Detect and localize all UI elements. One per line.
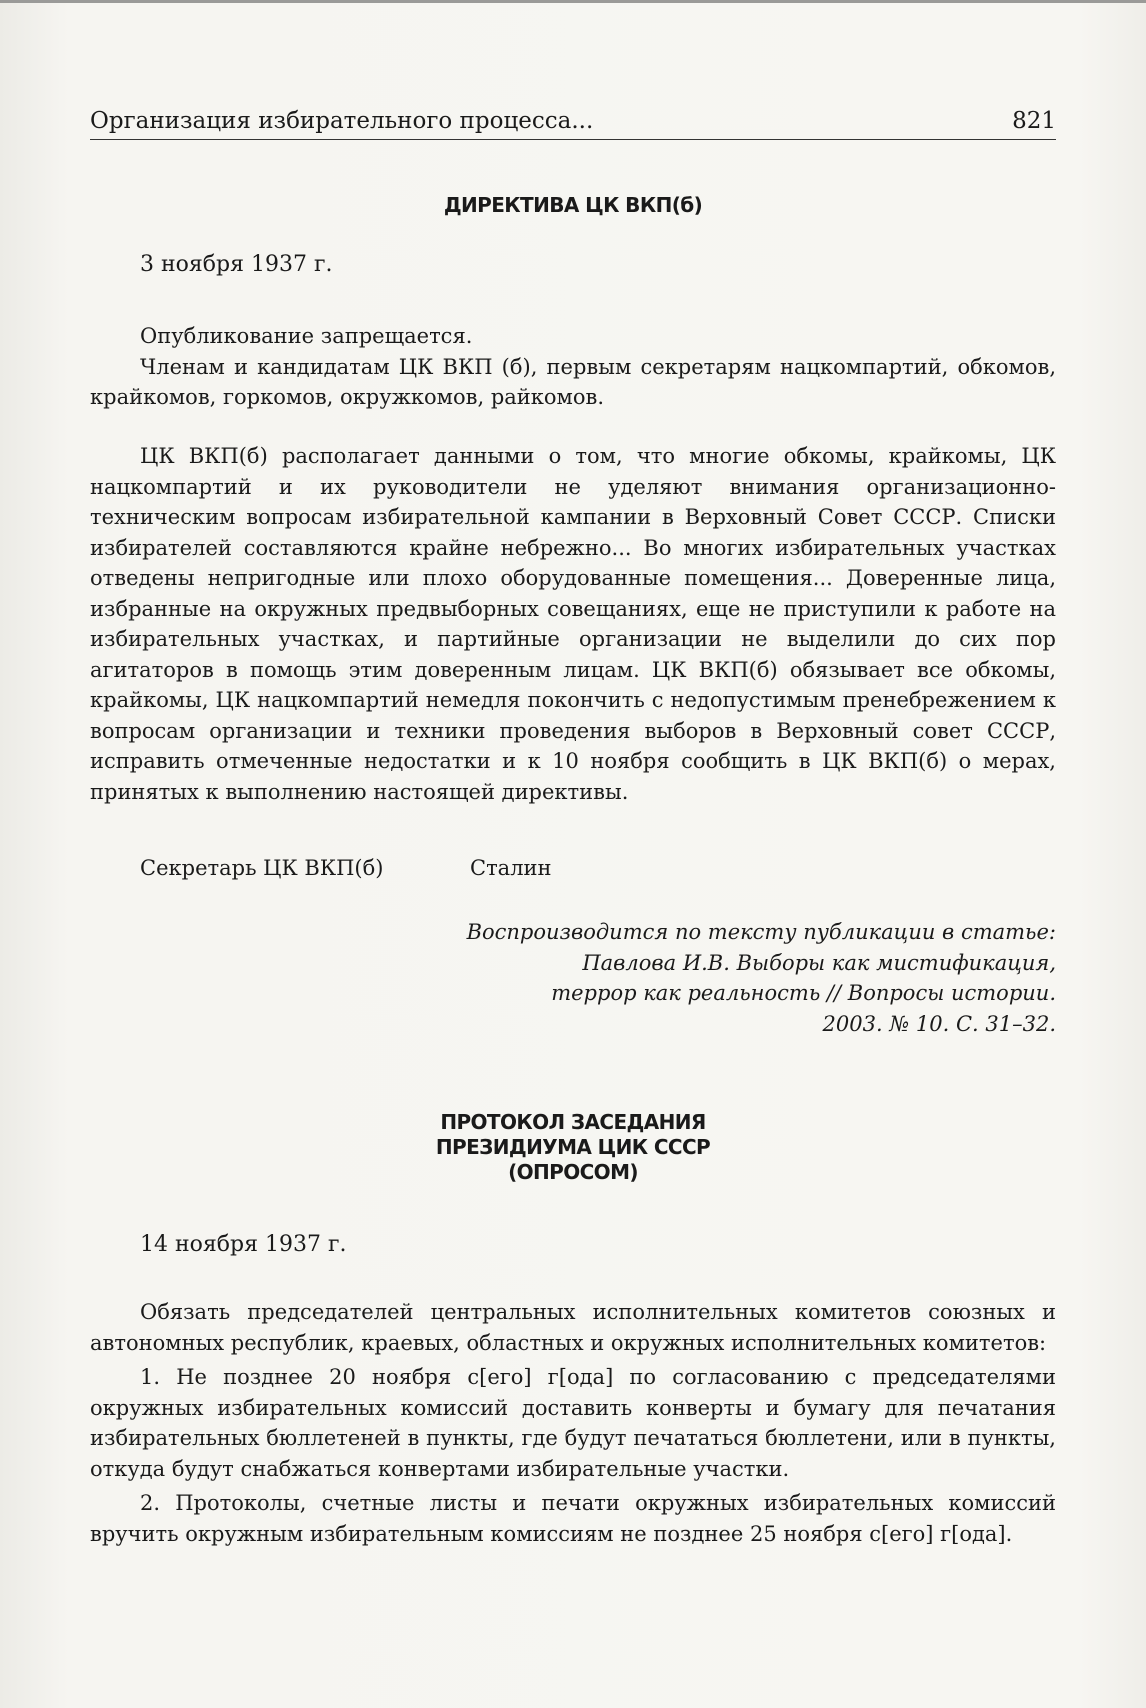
- signature-title: Секретарь ЦК ВКП(б): [140, 856, 384, 880]
- protocol-title-line: (ОПРОСОМ): [508, 1160, 638, 1184]
- protocol-date: 14 ноября 1937 г.: [140, 1232, 347, 1257]
- page-number: 821: [1012, 108, 1056, 134]
- protocol-item-2: 2. Протоколы, счетные листы и печати окружных избирательных комиссий вручить окружным избирательным комиссиям не позднее 25 ноября с[его] г[ода].: [90, 1491, 1056, 1546]
- protocol-title-line: ПРЕЗИДИУМА ЦИК СССР: [435, 1135, 711, 1159]
- protocol-body: [90, 1297, 1056, 1549]
- source-line: Павлова И.В. Выборы как мистификация,: [582, 950, 1056, 975]
- signature-line: [90, 856, 1106, 880]
- directive-paragraph: ЦК ВКП(б) располагает данными о том, что многие обкомы, крайкомы, ЦК нацкомпартий и их руководители не уделяют внимания организационно-техническим вопросам избирательной кампании в Верховный Совет СССР. Списки избирателей составляются крайне небрежно... Во многих избирательных участках отведены непригодные или плохо оборудованные помещения... Доверенные лица, избранные на окружных предвыборных совещаниях, еще не приступили к работе на избирательных участках, и партийные организации не выделили до сих пор агитаторов в помощь этим доверенным лицам. ЦК ВКП(б) обязывает все обкомы, крайкомы, ЦК нацкомпартий немедля покончить с недопустимым пренебрежением к вопросам организации и техники проведения выборов в Верховный совет СССР, исправить отмеченные недостатки и к 10 ноября сообщить в ЦК ВКП(б) о мерах, принятых к выполнению настоящей директивы.: [90, 444, 1056, 804]
- protocol-item-1: 1. Не позднее 20 ноября с[его] г[ода] по согласованию с председателями окружных избирательных комиссий доставить конверты и бумагу для печатания избирательных бюллетеней в пункты, где будут печататься бюллетени, или в пункты, откуда будут снабжаться конвертами избирательные участки.: [90, 1365, 1056, 1481]
- addressees-paragraph: Членам и кандидатам ЦК ВКП (б), первым секретарям нацкомпартий, обкомов, крайкомов, горкомов, окружкомов, райкомов.: [90, 354, 1056, 409]
- protocol-title-line: ПРОТОКОЛ ЗАСЕДАНИЯ: [440, 1110, 706, 1134]
- source-line: Воспроизводится по тексту публикации в статье:: [466, 920, 1056, 944]
- directive-body: [90, 321, 1056, 413]
- protocol-intro-paragraph: Обязать председателей центральных исполнительных комитетов союзных и автономных республик, краевых, областных и окружных исполнительных комитетов:: [90, 1300, 1056, 1355]
- signature-name: Сталин: [470, 856, 552, 880]
- directive-title: ДИРЕКТИВА ЦК ВКП(б): [443, 193, 703, 217]
- running-title: Организация избирательного процесса...: [90, 108, 594, 134]
- source-line: террор как реальность // Вопросы истории.: [551, 981, 1056, 1005]
- protocol-title: [90, 1110, 1056, 1185]
- restriction-note: Опубликование запрещается.: [140, 324, 473, 348]
- header-rule: [90, 139, 1056, 140]
- directive-date: 3 ноября 1937 г.: [140, 252, 333, 277]
- source-line: 2003. № 10. С. 31–32.: [822, 1011, 1056, 1036]
- top-edge-rule: [0, 0, 1146, 3]
- directive-main-text: [90, 441, 1056, 807]
- source-citation: [90, 917, 1056, 1039]
- running-head: [90, 108, 1056, 134]
